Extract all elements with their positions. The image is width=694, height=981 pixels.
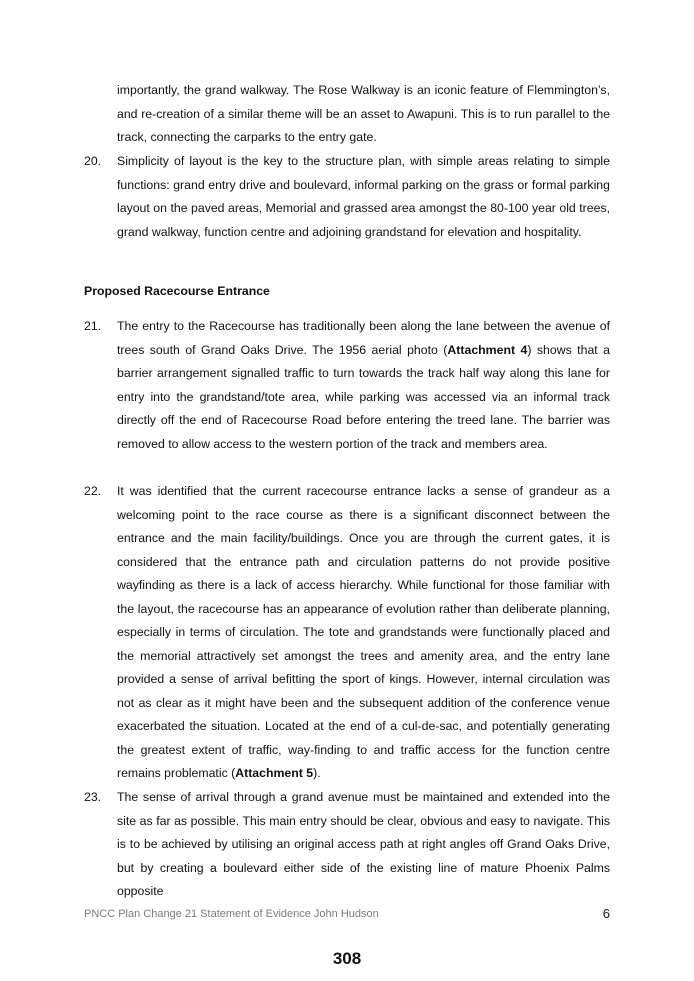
paragraph-23 [84, 786, 610, 904]
paragraph-22 [84, 480, 610, 786]
footer-page-number: 6 [602, 906, 610, 921]
paragraph-number: 23. [84, 790, 102, 804]
paragraph-number: 21. [84, 319, 102, 333]
paragraph-text [117, 480, 610, 786]
paragraph-text: The sense of arrival through a grand avenue must be maintained and extended into the site as far as possible. This main entry should be clear, obvious and easy to navigate. This is to be achieved by utilising an original access path at right angles off Grand Oaks Drive, but by creating a boulevard either side of the existing line of mature Phoenix Palms opposite [117, 790, 610, 898]
paragraph-number: 20. [84, 154, 102, 168]
text-run: The entry to the Racecourse has traditionally been along the lane between the avenue of trees south of Grand Oaks Drive. The 1956 aerial photo ( [117, 319, 610, 357]
footer-document-title: PNCC Plan Change 21 Statement of Evidence John Hudson [84, 908, 379, 920]
section-heading: Proposed Racecourse Entrance [84, 284, 270, 298]
paragraph-20 [84, 150, 610, 244]
paragraph-number: 22. [84, 484, 102, 498]
attachment-reference: Attachment 4 [447, 342, 528, 357]
bundle-page-stamp: 308 [332, 949, 362, 968]
text-run: ). [313, 766, 321, 780]
text-run: It was identified that the current racecourse entrance lacks a sense of grandeur as a welcoming point to the race course as there is a significant disconnect between the entrance and the main facility/buildings. Once you are through the current gates, it is considered that the entrance path and circulation patterns do not provide positive wayfinding as there is a lack of access hierarchy. While functional for those familiar with the layout, the racecourse has an appearance of evolution rather than deliberate planning, especially in terms of circulation. The tote and grandstands were functionally placed and the memorial attractively set amongst the trees and amenity area, and the entry lane provided a sense of arrival befitting the sport of kings. However, internal circulation was not as clear as it might have been and the subsequent addition of the conference venue exacerbated the situation. Located at the end of a cul-de-sac, and potentially generating the greatest extent of traffic, way-finding to and traffic access for the function centre remains problematic ( [117, 484, 610, 780]
paragraph-21 [84, 315, 610, 456]
continuation-paragraph: importantly, the grand walkway. The Rose Walkway is an iconic feature of Flemmington’s, and re-creation of a similar theme will be an asset to Awapuni. This is to run parallel to the track, connecting the carparks to the entry gate. [117, 83, 610, 144]
paragraph-text [117, 315, 610, 456]
paragraph-text: Simplicity of layout is the key to the structure plan, with simple areas relating to simple functions: grand entry drive and boulevard, informal parking on the grass or formal parking layout on the paved areas, Memorial and grassed area amongst the 80-100 year old trees, grand walkway, function centre and adjoining grandstand for elevation and hospitality. [117, 154, 610, 239]
text-run: ) shows that a barrier arrangement signalled traffic to turn towards the track half way along this lane for entry into the grandstand/tote area, while parking was accessed via an informal track directly off the end of Racecourse Road before entering the treed lane. The barrier was removed to allow access to the western portion of the track and members area. [117, 342, 610, 451]
attachment-reference: Attachment 5 [235, 766, 314, 780]
